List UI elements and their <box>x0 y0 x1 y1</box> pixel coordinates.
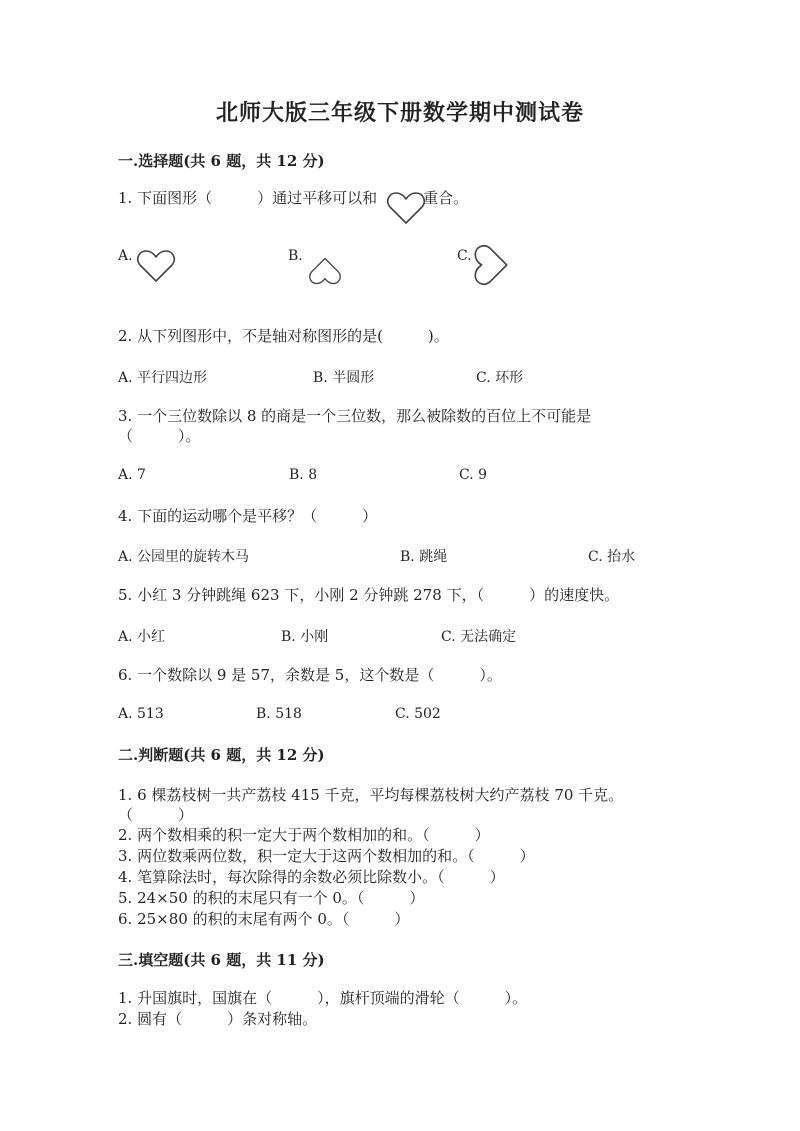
q3-option-b[interactable]: B. 8 <box>289 467 318 483</box>
q5-option-c[interactable]: C. 无法确定 <box>441 629 517 645</box>
option-a-heart-shape <box>136 248 176 284</box>
fill-in-item-1: 1. 升国旗时，国旗在（ ），旗杆顶端的滑轮（ ）。 <box>118 989 528 1007</box>
judgment-item-5: 5. 24×50 的积的末尾只有一个 0。（ ） <box>118 889 425 907</box>
judgment-item-2: 2. 两个数相乘的积一定大于两个数相加的和。（ ） <box>118 826 490 844</box>
question-5: 5. 小红 3 分钟跳绳 623 下，小刚 2 分钟跳 278 下，（ ）的速度快。 <box>118 586 620 604</box>
reference-heart-shape <box>386 190 426 226</box>
judgment-item-3: 3. 两位数乘两位数，积一定大于这两个数相加的和。（ ） <box>118 847 535 865</box>
q6-option-b[interactable]: B. 518 <box>256 706 302 722</box>
q4-option-b[interactable]: B. 跳绳 <box>400 549 448 565</box>
question-3-line-2: （ ）。 <box>118 427 201 445</box>
q3-option-c[interactable]: C. 9 <box>459 467 488 483</box>
q4-option-c[interactable]: C. 抬水 <box>588 549 636 565</box>
section-heading-judgment: 二.判断题(共 6 题，共 12 分) <box>118 746 325 764</box>
question-1-text-after: 重合。 <box>423 189 469 207</box>
question-1-text-before: 1. 下面图形（ ）通过平移可以和 <box>118 189 378 207</box>
q4-option-a[interactable]: A. 公园里的旋转木马 <box>118 549 250 565</box>
q6-option-c[interactable]: C. 502 <box>395 706 441 722</box>
q5-option-a[interactable]: A. 小红 <box>118 629 166 645</box>
judgment-item-1-blank: （ ） <box>118 806 194 824</box>
section-heading-fill-in: 三.填空题(共 6 题，共 11 分) <box>118 951 325 969</box>
question-3-line-1: 3. 一个三位数除以 8 的商是一个三位数，那么被除数的百位上不可能是 <box>118 407 592 425</box>
judgment-item-4: 4. 笔算除法时，每次除得的余数必须比除数小。（ ） <box>118 868 505 886</box>
q2-option-b[interactable]: B. 半圆形 <box>313 370 375 386</box>
q2-option-a[interactable]: A. 平行四边形 <box>118 370 208 386</box>
option-c-rotated-heart-shape <box>472 244 510 286</box>
q1-option-a[interactable]: A. <box>118 248 133 264</box>
q1-option-c[interactable]: C. <box>457 248 472 264</box>
question-4: 4. 下面的运动哪个是平移？（ ） <box>118 507 378 525</box>
judgment-item-1: 1. 6 棵荔枝树一共产荔枝 415 千克，平均每棵荔枝树大约产荔枝 70 千克。 <box>118 786 624 804</box>
q5-option-b[interactable]: B. 小刚 <box>281 629 329 645</box>
q3-option-a[interactable]: A. 7 <box>118 467 146 483</box>
section-heading-choice: 一.选择题(共 6 题，共 12 分) <box>118 152 325 170</box>
q2-option-c[interactable]: C. 环形 <box>476 370 524 386</box>
fill-in-item-2: 2. 圆有（ ）条对称轴。 <box>118 1010 318 1028</box>
question-6: 6. 一个数除以 9 是 57，余数是 5，这个数是（ ）。 <box>118 666 502 684</box>
judgment-item-6: 6. 25×80 的积的末尾有两个 0。（ ） <box>118 910 410 928</box>
q6-option-a[interactable]: A. 513 <box>118 706 164 722</box>
q1-option-b[interactable]: B. <box>288 248 303 264</box>
option-b-inverted-heart-shape <box>304 256 346 286</box>
page-title: 北师大版三年级下册数学期中测试卷 <box>215 100 584 126</box>
question-2: 2. 从下列图形中，不是轴对称图形的是( )。 <box>118 327 449 345</box>
